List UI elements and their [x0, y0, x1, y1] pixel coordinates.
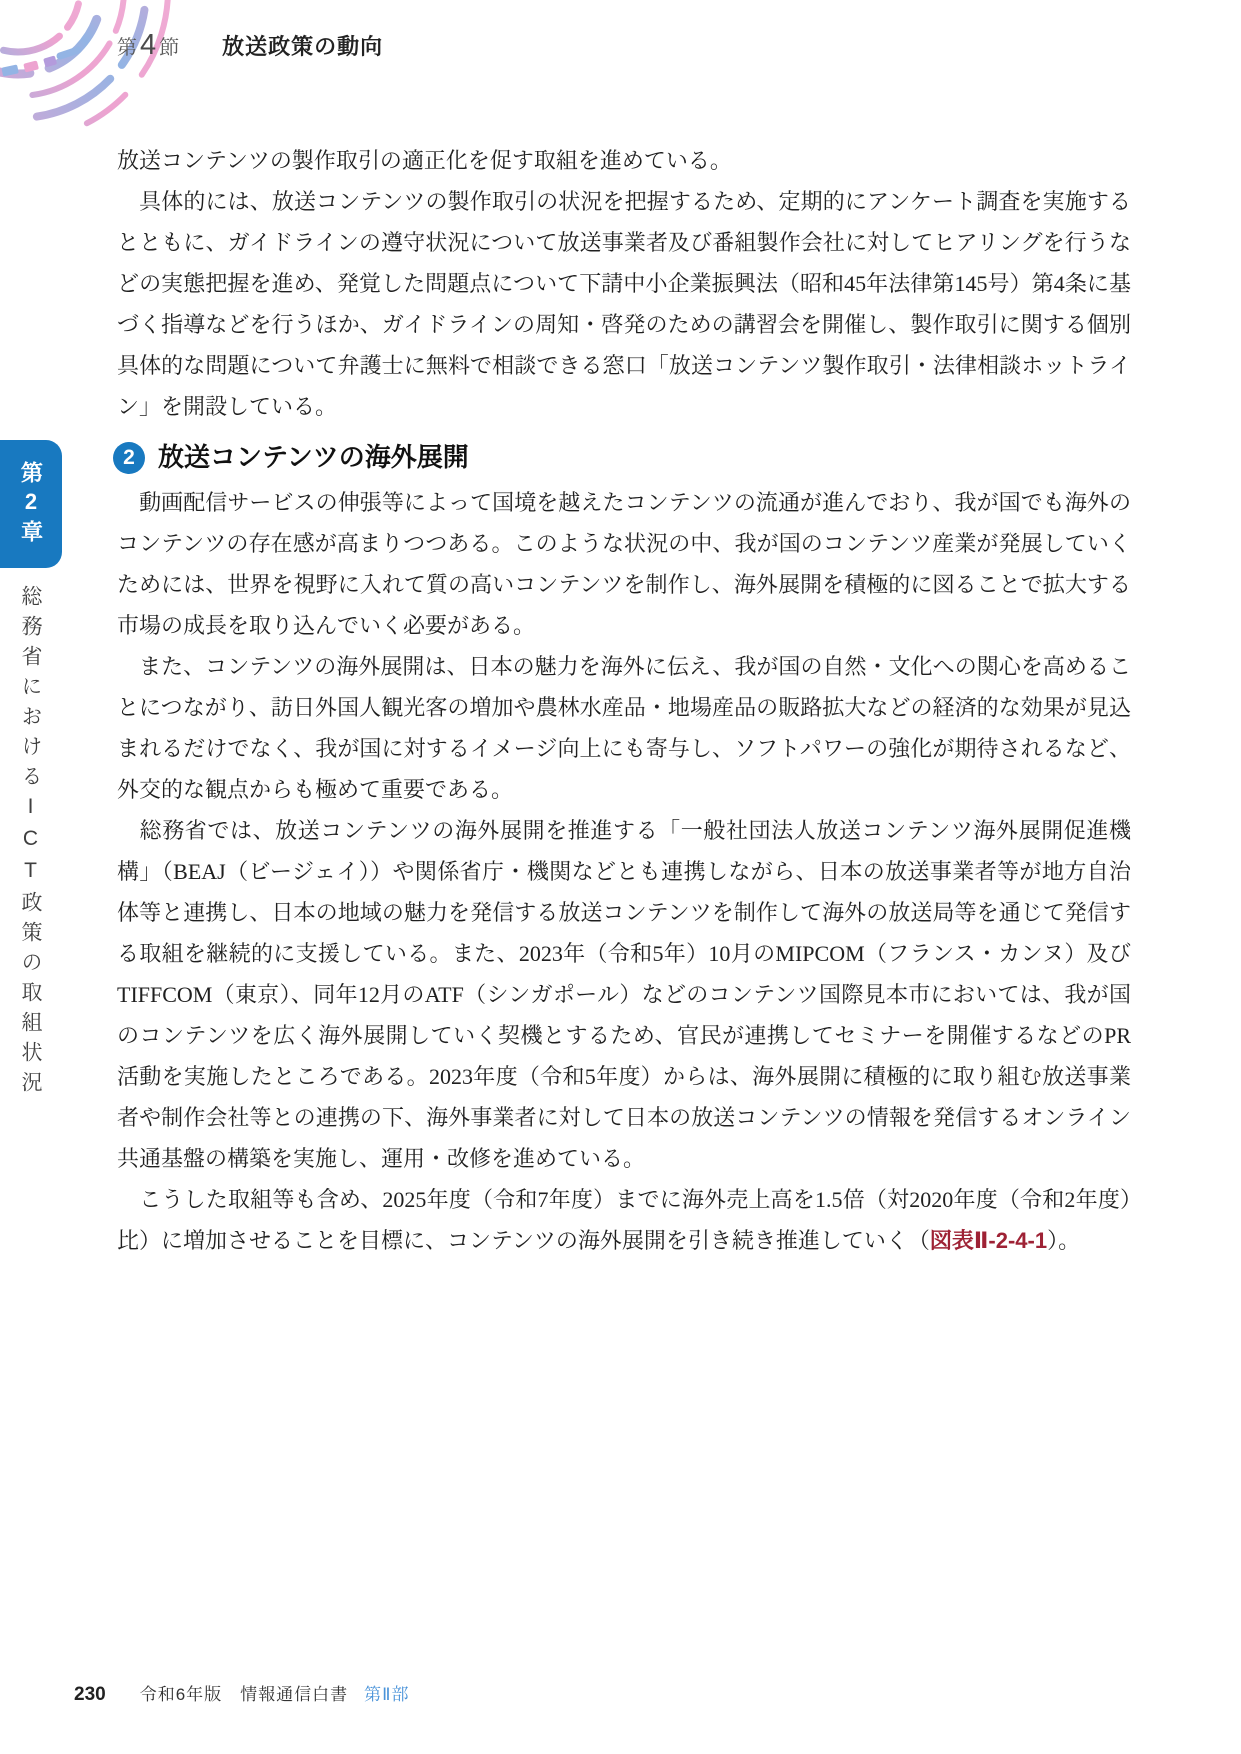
page-number: 230 — [74, 1684, 106, 1705]
body-paragraph-5: 総務省では、放送コンテンツの海外展開を推進する「一般社団法人放送コンテンツ海外展開促進機構」（BEAJ（ビージェイ））や関係省庁・機関などとも連携しながら、日本の放送事業者等が地方自治体等と連携し、日本の地域の魅力を発信する放送コンテンツを制作して海外の放送局等を通じて発信する取組を継続的に支援している。また、2023年（令和5年）10月のMIPCOM（フランス・カンヌ）及びTIFFCOM（東京）、同年12月のATF（シンガポール）などのコンテンツ国際見本市においては、我が国のコンテンツを広く海外展開していく契機とするため、官民が連携してセミナーを開催するなどのPR活動を実施したところである。2023年度（令和5年度）からは、海外展開に積極的に取り組む放送事業者や制作会社等との連携の下、海外事業者に対して日本の放送コンテンツの情報を発信するオンライン共通基盤の構築を実施し、運用・改修を進めている。 — [117, 818, 1131, 1171]
figure-reference-link[interactable]: 図表Ⅱ-2-4-1 — [929, 1228, 1048, 1253]
section-label-post: 節 — [159, 37, 181, 59]
part-label: 第Ⅱ部 — [364, 1685, 410, 1704]
body-paragraph-6 — [117, 1179, 1131, 1261]
paragraph-6-closing: ）。 — [1047, 1228, 1081, 1253]
chapter-caption: 総務省におけるICT政策の取組状況 — [19, 585, 42, 1101]
section-label-number: 4 — [140, 29, 158, 61]
body-paragraph-2: 具体的には、放送コンテンツの製作取引の状況を把握するため、定期的にアンケート調査を実施するとともに、ガイドラインの遵守状況について放送事業者及び番組製作会社に対してヒアリングを行うなどの実態把握を進め、発覚した問題点について下請中小企業振興法（昭和45年法律第145号）第4条に基づく指導などを行うほか、ガイドラインの周知・啓発のための講習会を開催し、製作取引に関する個別具体的な問題について弁護士に無料で相談できる窓口「放送コンテンツ製作取引・法律相談ホットライン」を開設している。 — [117, 189, 1131, 419]
body-paragraph-4: また、コンテンツの海外展開は、日本の魅力を海外に伝え、我が国の自然・文化への関心を高めることにつながり、訪日外国人観光客の増加や農林水産品・地場産品の販路拡大などの経済的な効果が見込まれるだけでなく、我が国に対するイメージ向上にも寄与し、ソフトパワーの強化が期待されるなど、外交的な観点からも極めて重要である。 — [117, 654, 1131, 802]
decorative-arcs-icon — [0, 0, 190, 135]
main-content — [117, 140, 1131, 1261]
page-footer — [74, 1680, 410, 1706]
paragraph-6-text: こうした取組等も含め、2025年度（令和7年度）までに海外売上高を1.5倍（対2020年度（令和2年度）比）に増加させることを目標に、コンテンツの海外展開を引き続き推進していく（ — [117, 1187, 1131, 1253]
section-number-badge: 2 — [113, 442, 145, 474]
page-title: 放送政策の動向 — [222, 34, 384, 59]
body-paragraph-3: 動画配信サービスの伸張等によって国境を越えたコンテンツの流通が進んでおり、我が国でも海外のコンテンツの存在感が高まりつつある。このような状況の中、我が国のコンテンツ産業が発展していくためには、世界を視野に入れて質の高いコンテンツを制作し、海外展開を積極的に図ることで拡大する市場の成長を取り込んでいく必要がある。 — [117, 490, 1131, 638]
page-header — [117, 30, 383, 61]
body-paragraph-1: 放送コンテンツの製作取引の適正化を促す取組を進めている。 — [117, 148, 732, 173]
chapter-tab: 第2章 — [0, 440, 62, 568]
section-label-pre: 第 — [117, 37, 138, 59]
section-heading-title: 放送コンテンツの海外展開 — [158, 442, 469, 473]
section-heading — [113, 442, 1131, 474]
section-label — [117, 31, 180, 60]
edition-label: 令和6年版 情報通信白書 — [139, 1685, 349, 1704]
